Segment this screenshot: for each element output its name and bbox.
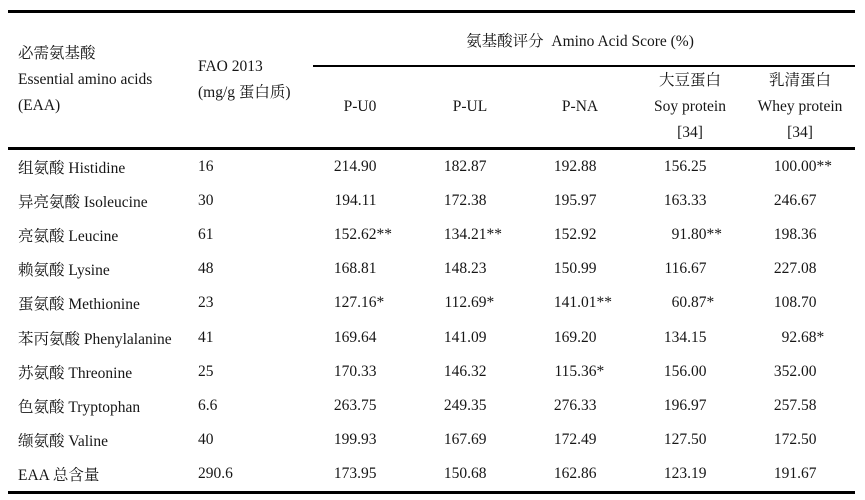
score-number: 134.15 [663, 328, 707, 346]
score-cell [635, 363, 745, 381]
score-cell [525, 363, 635, 381]
score-number: 182.87 [443, 158, 487, 176]
score-number: 249.35 [443, 396, 487, 414]
score-cell [305, 226, 415, 244]
score-cell [745, 397, 855, 415]
score-cell [745, 465, 855, 483]
header-line: 大豆蛋白 [658, 72, 721, 89]
score-number: 100.00 [773, 158, 817, 176]
score-cell [525, 294, 635, 312]
score-cell [745, 294, 855, 312]
score-cell [745, 226, 855, 244]
row-label: 苏氨酸 Threonine [18, 364, 133, 382]
score-number: 150.99 [553, 260, 597, 278]
fao-value: 23 [198, 294, 214, 312]
score-number: 163.33 [663, 192, 707, 210]
table-row [8, 355, 855, 389]
score-cell [745, 158, 855, 176]
header-line: P-NA [561, 98, 599, 115]
score-number: 134.21 [443, 226, 487, 244]
score-group-label: 氨基酸评分 Amino Acid Score (%) [466, 33, 694, 50]
score-number: 352.00 [773, 362, 817, 380]
score-cell [635, 260, 745, 278]
header-line: 乳清蛋白 [768, 72, 831, 89]
score-number: 152.62 [333, 226, 377, 244]
header-score-group [305, 13, 855, 67]
score-number: 127.16 [333, 294, 377, 312]
score-cell [525, 431, 635, 449]
score-number: 170.33 [333, 362, 377, 380]
fao-value: 48 [198, 260, 214, 278]
score-number: 123.19 [663, 464, 707, 482]
score-cell [525, 465, 635, 483]
score-number: 156.25 [663, 158, 707, 176]
score-cell [745, 431, 855, 449]
table-row [8, 150, 855, 184]
score-cell [635, 158, 745, 176]
score-stars: ** [376, 226, 392, 244]
score-number: 192.88 [553, 158, 597, 176]
score-number: 191.67 [773, 464, 817, 482]
score-stars: * [596, 362, 605, 380]
header-line: Essential amino acids [18, 71, 153, 88]
score-number: 198.36 [773, 226, 817, 244]
score-cell [415, 192, 525, 210]
header-line: Soy protein [654, 98, 726, 115]
row-label: 蛋氨酸 Methionine [18, 296, 140, 314]
score-cell [635, 465, 745, 483]
score-number: 127.50 [663, 430, 707, 448]
header-line: Whey protein [757, 98, 843, 115]
score-cell [415, 397, 525, 415]
score-cell [745, 260, 855, 278]
score-number: 92.68 [781, 328, 817, 346]
score-stars: * [816, 328, 825, 346]
score-cell [415, 329, 525, 347]
score-number: 263.75 [333, 396, 377, 414]
row-label: 亮氨酸 Leucine [18, 228, 119, 246]
score-number: 116.67 [664, 260, 707, 278]
header-col-pul [415, 67, 525, 147]
score-cell [415, 260, 525, 278]
table-header [8, 13, 855, 147]
table-row [8, 423, 855, 457]
score-cell [305, 397, 415, 415]
table-row [8, 320, 855, 354]
row-label: 苯丙氨酸 Phenylalanine [18, 330, 172, 348]
fao-value: 6.6 [198, 396, 218, 414]
score-cell [305, 158, 415, 176]
score-cell [525, 226, 635, 244]
score-cell [305, 431, 415, 449]
header-eaa-column [8, 13, 195, 147]
fao-value: 30 [198, 192, 214, 210]
fao-value: 40 [198, 430, 214, 448]
amino-acid-score-table [8, 10, 855, 494]
score-number: 60.87 [671, 294, 707, 312]
score-cell [525, 329, 635, 347]
table-body [8, 150, 855, 491]
header-line: (mg/g 蛋白质) [198, 84, 291, 101]
score-cell [305, 294, 415, 312]
score-cell [525, 260, 635, 278]
table-row [8, 457, 855, 491]
score-cell [305, 329, 415, 347]
header-col-soy [635, 67, 745, 147]
score-number: 214.90 [333, 158, 377, 176]
score-stars: * [486, 294, 495, 312]
score-number: 199.93 [333, 430, 377, 448]
score-number: 141.01 [553, 294, 597, 312]
score-number: 172.38 [443, 192, 487, 210]
score-number: 115.36 [554, 362, 597, 380]
score-cell [635, 226, 745, 244]
score-cell [635, 192, 745, 210]
fao-value: 16 [198, 158, 214, 176]
row-label: 赖氨酸 Lysine [18, 262, 110, 280]
header-line: [34] [677, 124, 703, 141]
score-number: 169.20 [553, 328, 597, 346]
row-label: EAA 总含量 [18, 466, 100, 484]
score-stars: ** [486, 226, 502, 244]
score-stars: ** [706, 226, 722, 244]
score-cell [415, 226, 525, 244]
table-row [8, 389, 855, 423]
score-cell [415, 431, 525, 449]
score-cell [415, 158, 525, 176]
score-number: 141.09 [443, 328, 487, 346]
score-cell [305, 465, 415, 483]
score-number: 195.97 [553, 192, 597, 210]
score-cell [415, 294, 525, 312]
score-cell [745, 329, 855, 347]
header-col-pu0 [305, 67, 415, 147]
score-stars: ** [816, 158, 832, 176]
score-cell [305, 363, 415, 381]
fao-value: 41 [198, 328, 214, 346]
score-number: 194.11 [334, 192, 377, 210]
header-line: FAO 2013 [198, 58, 263, 75]
score-number: 172.50 [773, 430, 817, 448]
score-number: 156.00 [663, 362, 707, 380]
score-number: 276.33 [553, 396, 597, 414]
score-group-rule [313, 65, 855, 67]
score-number: 173.95 [333, 464, 377, 482]
table-row [8, 218, 855, 252]
score-number: 246.67 [773, 192, 817, 210]
header-line: (EAA) [18, 97, 61, 114]
score-cell [635, 294, 745, 312]
header-fao-column [195, 13, 305, 147]
score-cell [415, 363, 525, 381]
fao-value: 61 [198, 226, 214, 244]
table-row [8, 286, 855, 320]
header-col-pna [525, 67, 635, 147]
score-number: 162.86 [553, 464, 597, 482]
score-cell [745, 363, 855, 381]
row-label: 组氨酸 Histidine [18, 160, 126, 178]
table-bottom-rule [8, 491, 855, 494]
score-cell [635, 431, 745, 449]
score-number: 196.97 [663, 396, 707, 414]
score-cell [305, 192, 415, 210]
score-number: 257.58 [773, 396, 817, 414]
score-cell [635, 397, 745, 415]
header-line: P-U0 [343, 98, 377, 115]
score-number: 112.69 [444, 294, 487, 312]
table-row [8, 184, 855, 218]
fao-value: 25 [198, 362, 214, 380]
header-line: P-UL [452, 98, 488, 115]
score-cell [525, 397, 635, 415]
fao-value: 290.6 [198, 464, 233, 482]
header-col-whey [745, 67, 855, 147]
score-cell [525, 158, 635, 176]
score-stars: * [706, 294, 715, 312]
score-cell [635, 329, 745, 347]
score-number: 146.32 [443, 362, 487, 380]
table-row [8, 252, 855, 286]
score-number: 168.81 [333, 260, 377, 278]
row-label: 色氨酸 Tryptophan [18, 398, 141, 416]
score-number: 91.80 [671, 226, 707, 244]
score-cell [415, 465, 525, 483]
score-cell [305, 260, 415, 278]
score-cell [745, 192, 855, 210]
score-number: 169.64 [333, 328, 377, 346]
score-cell [525, 192, 635, 210]
score-number: 167.69 [443, 430, 487, 448]
score-number: 227.08 [773, 260, 817, 278]
score-stars: * [376, 294, 385, 312]
row-label: 缬氨酸 Valine [18, 432, 108, 450]
score-number: 172.49 [553, 430, 597, 448]
score-number: 148.23 [443, 260, 487, 278]
score-number: 108.70 [773, 294, 817, 312]
header-line: [34] [787, 124, 813, 141]
header-line: 必需氨基酸 [18, 45, 96, 62]
row-label: 异亮氨酸 Isoleucine [18, 194, 148, 212]
score-number: 150.68 [443, 464, 487, 482]
score-number: 152.92 [553, 226, 597, 244]
score-stars: ** [596, 294, 612, 312]
